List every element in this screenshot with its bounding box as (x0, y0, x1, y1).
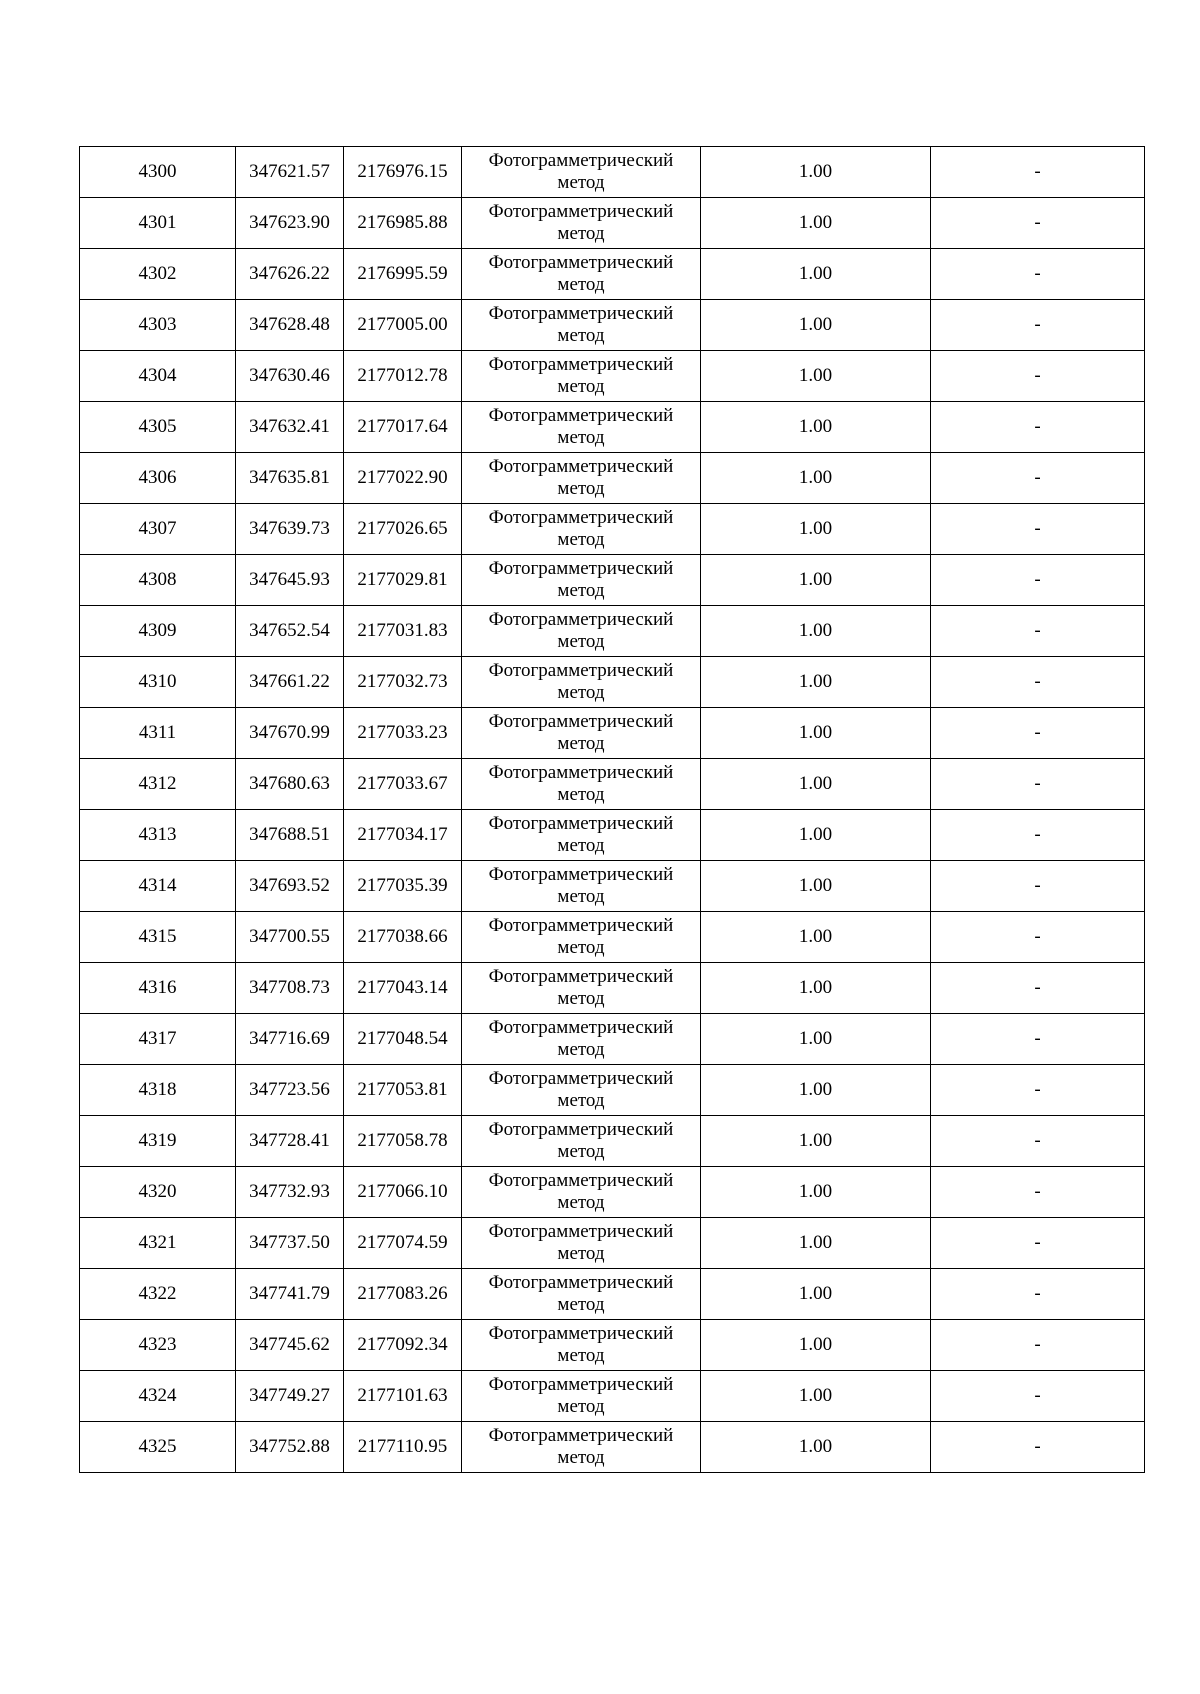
point-number-cell: 4324 (80, 1371, 236, 1422)
accuracy-cell: 1.00 (701, 1371, 931, 1422)
accuracy-cell: 1.00 (701, 300, 931, 351)
table-row (80, 1218, 1145, 1269)
point-number-cell: 4308 (80, 555, 236, 606)
x-coordinate-cell: 347752.88 (236, 1422, 344, 1473)
method-text: Фотограмметрический метод (488, 1374, 674, 1417)
x-coordinate-cell: 347632.41 (236, 402, 344, 453)
table-row (80, 147, 1145, 198)
x-coordinate-cell: 347635.81 (236, 453, 344, 504)
point-number-cell: 4319 (80, 1116, 236, 1167)
y-coordinate-cell: 2177035.39 (344, 861, 462, 912)
method-text: Фотограмметрический метод (488, 150, 674, 193)
x-coordinate-cell: 347700.55 (236, 912, 344, 963)
table-row (80, 1065, 1145, 1116)
y-coordinate-cell: 2177033.23 (344, 708, 462, 759)
accuracy-cell: 1.00 (701, 453, 931, 504)
method-text: Фотограмметрический метод (488, 1425, 674, 1468)
method-text: Фотограмметрический метод (488, 354, 674, 397)
x-coordinate-cell: 347645.93 (236, 555, 344, 606)
note-cell: - (931, 198, 1145, 249)
note-cell: - (931, 351, 1145, 402)
accuracy-cell: 1.00 (701, 1014, 931, 1065)
note-cell: - (931, 861, 1145, 912)
note-cell: - (931, 810, 1145, 861)
method-cell (462, 453, 701, 504)
note-cell: - (931, 555, 1145, 606)
note-cell: - (931, 606, 1145, 657)
point-number-cell: 4303 (80, 300, 236, 351)
table-row (80, 1116, 1145, 1167)
method-cell (462, 1269, 701, 1320)
method-text: Фотограмметрический метод (488, 1323, 674, 1366)
method-text: Фотограмметрический метод (488, 813, 674, 856)
point-number-cell: 4302 (80, 249, 236, 300)
point-number-cell: 4306 (80, 453, 236, 504)
method-text: Фотограмметрический метод (488, 303, 674, 346)
x-coordinate-cell: 347723.56 (236, 1065, 344, 1116)
point-number-cell: 4313 (80, 810, 236, 861)
note-cell: - (931, 1014, 1145, 1065)
y-coordinate-cell: 2177101.63 (344, 1371, 462, 1422)
point-number-cell: 4325 (80, 1422, 236, 1473)
method-text: Фотограмметрический метод (488, 966, 674, 1009)
point-number-cell: 4323 (80, 1320, 236, 1371)
x-coordinate-cell: 347661.22 (236, 657, 344, 708)
table-row (80, 963, 1145, 1014)
table-row (80, 912, 1145, 963)
y-coordinate-cell: 2177029.81 (344, 555, 462, 606)
table-row (80, 453, 1145, 504)
accuracy-cell: 1.00 (701, 1116, 931, 1167)
method-text: Фотограмметрический метод (488, 252, 674, 295)
accuracy-cell: 1.00 (701, 759, 931, 810)
point-number-cell: 4307 (80, 504, 236, 555)
point-number-cell: 4317 (80, 1014, 236, 1065)
method-cell (462, 1218, 701, 1269)
note-cell: - (931, 1320, 1145, 1371)
x-coordinate-cell: 347732.93 (236, 1167, 344, 1218)
y-coordinate-cell: 2177048.54 (344, 1014, 462, 1065)
x-coordinate-cell: 347652.54 (236, 606, 344, 657)
table-row (80, 1167, 1145, 1218)
note-cell: - (931, 1116, 1145, 1167)
accuracy-cell: 1.00 (701, 402, 931, 453)
accuracy-cell: 1.00 (701, 1167, 931, 1218)
note-cell: - (931, 1269, 1145, 1320)
point-number-cell: 4305 (80, 402, 236, 453)
table-row (80, 198, 1145, 249)
table-row (80, 708, 1145, 759)
y-coordinate-cell: 2177005.00 (344, 300, 462, 351)
point-number-cell: 4316 (80, 963, 236, 1014)
table-row (80, 606, 1145, 657)
table-row (80, 249, 1145, 300)
note-cell: - (931, 1422, 1145, 1473)
accuracy-cell: 1.00 (701, 1320, 931, 1371)
x-coordinate-cell: 347737.50 (236, 1218, 344, 1269)
y-coordinate-cell: 2177083.26 (344, 1269, 462, 1320)
method-cell (462, 861, 701, 912)
x-coordinate-cell: 347716.69 (236, 1014, 344, 1065)
x-coordinate-cell: 347670.99 (236, 708, 344, 759)
accuracy-cell: 1.00 (701, 708, 931, 759)
x-coordinate-cell: 347680.63 (236, 759, 344, 810)
method-text: Фотограмметрический метод (488, 201, 674, 244)
method-text: Фотограмметрический метод (488, 1221, 674, 1264)
table-row (80, 504, 1145, 555)
y-coordinate-cell: 2177058.78 (344, 1116, 462, 1167)
x-coordinate-cell: 347728.41 (236, 1116, 344, 1167)
point-number-cell: 4304 (80, 351, 236, 402)
table-row (80, 1371, 1145, 1422)
method-cell (462, 1014, 701, 1065)
table-row (80, 1320, 1145, 1371)
method-text: Фотограмметрический метод (488, 711, 674, 754)
x-coordinate-cell: 347749.27 (236, 1371, 344, 1422)
method-text: Фотограмметрический метод (488, 609, 674, 652)
note-cell: - (931, 657, 1145, 708)
accuracy-cell: 1.00 (701, 912, 931, 963)
note-cell: - (931, 963, 1145, 1014)
x-coordinate-cell: 347626.22 (236, 249, 344, 300)
x-coordinate-cell: 347688.51 (236, 810, 344, 861)
method-cell (462, 504, 701, 555)
y-coordinate-cell: 2176985.88 (344, 198, 462, 249)
method-cell (462, 912, 701, 963)
accuracy-cell: 1.00 (701, 1218, 931, 1269)
x-coordinate-cell: 347639.73 (236, 504, 344, 555)
method-text: Фотограмметрический метод (488, 660, 674, 703)
point-number-cell: 4309 (80, 606, 236, 657)
y-coordinate-cell: 2177022.90 (344, 453, 462, 504)
table-row (80, 1014, 1145, 1065)
x-coordinate-cell: 347708.73 (236, 963, 344, 1014)
accuracy-cell: 1.00 (701, 861, 931, 912)
coordinates-table (79, 146, 1145, 1473)
table-row (80, 861, 1145, 912)
method-text: Фотограмметрический метод (488, 762, 674, 805)
method-cell (462, 198, 701, 249)
point-number-cell: 4320 (80, 1167, 236, 1218)
note-cell: - (931, 504, 1145, 555)
method-cell (462, 1422, 701, 1473)
accuracy-cell: 1.00 (701, 198, 931, 249)
point-number-cell: 4314 (80, 861, 236, 912)
table-row (80, 1422, 1145, 1473)
table-row (80, 351, 1145, 402)
accuracy-cell: 1.00 (701, 504, 931, 555)
point-number-cell: 4310 (80, 657, 236, 708)
point-number-cell: 4312 (80, 759, 236, 810)
point-number-cell: 4311 (80, 708, 236, 759)
y-coordinate-cell: 2177053.81 (344, 1065, 462, 1116)
point-number-cell: 4301 (80, 198, 236, 249)
accuracy-cell: 1.00 (701, 147, 931, 198)
table-row (80, 402, 1145, 453)
note-cell: - (931, 453, 1145, 504)
y-coordinate-cell: 2177074.59 (344, 1218, 462, 1269)
method-cell (462, 810, 701, 861)
method-text: Фотограмметрический метод (488, 1170, 674, 1213)
table-row (80, 1269, 1145, 1320)
method-text: Фотограмметрический метод (488, 1272, 674, 1315)
method-cell (462, 963, 701, 1014)
accuracy-cell: 1.00 (701, 555, 931, 606)
point-number-cell: 4321 (80, 1218, 236, 1269)
accuracy-cell: 1.00 (701, 963, 931, 1014)
method-text: Фотограмметрический метод (488, 405, 674, 448)
note-cell: - (931, 1218, 1145, 1269)
x-coordinate-cell: 347628.48 (236, 300, 344, 351)
method-cell (462, 1065, 701, 1116)
method-cell (462, 147, 701, 198)
y-coordinate-cell: 2177043.14 (344, 963, 462, 1014)
method-text: Фотограмметрический метод (488, 1119, 674, 1162)
method-text: Фотограмметрический метод (488, 1017, 674, 1060)
method-text: Фотограмметрический метод (488, 558, 674, 601)
method-cell (462, 555, 701, 606)
method-cell (462, 759, 701, 810)
method-text: Фотограмметрический метод (488, 507, 674, 550)
y-coordinate-cell: 2177110.95 (344, 1422, 462, 1473)
x-coordinate-cell: 347741.79 (236, 1269, 344, 1320)
method-cell (462, 1167, 701, 1218)
y-coordinate-cell: 2177026.65 (344, 504, 462, 555)
y-coordinate-cell: 2177031.83 (344, 606, 462, 657)
table-row (80, 657, 1145, 708)
note-cell: - (931, 708, 1145, 759)
accuracy-cell: 1.00 (701, 249, 931, 300)
table-row (80, 759, 1145, 810)
accuracy-cell: 1.00 (701, 657, 931, 708)
accuracy-cell: 1.00 (701, 351, 931, 402)
y-coordinate-cell: 2177033.67 (344, 759, 462, 810)
y-coordinate-cell: 2176995.59 (344, 249, 462, 300)
y-coordinate-cell: 2177034.17 (344, 810, 462, 861)
x-coordinate-cell: 347630.46 (236, 351, 344, 402)
accuracy-cell: 1.00 (701, 810, 931, 861)
method-cell (462, 1371, 701, 1422)
method-cell (462, 606, 701, 657)
method-cell (462, 1320, 701, 1371)
method-text: Фотограмметрический метод (488, 864, 674, 907)
method-cell (462, 1116, 701, 1167)
table-row (80, 300, 1145, 351)
note-cell: - (931, 300, 1145, 351)
y-coordinate-cell: 2177092.34 (344, 1320, 462, 1371)
y-coordinate-cell: 2176976.15 (344, 147, 462, 198)
method-cell (462, 657, 701, 708)
note-cell: - (931, 249, 1145, 300)
method-text: Фотограмметрический метод (488, 456, 674, 499)
accuracy-cell: 1.00 (701, 1269, 931, 1320)
accuracy-cell: 1.00 (701, 1422, 931, 1473)
note-cell: - (931, 912, 1145, 963)
note-cell: - (931, 1371, 1145, 1422)
method-cell (462, 351, 701, 402)
accuracy-cell: 1.00 (701, 1065, 931, 1116)
coordinates-table-body (80, 147, 1145, 1473)
table-row (80, 810, 1145, 861)
accuracy-cell: 1.00 (701, 606, 931, 657)
note-cell: - (931, 402, 1145, 453)
x-coordinate-cell: 347623.90 (236, 198, 344, 249)
y-coordinate-cell: 2177032.73 (344, 657, 462, 708)
point-number-cell: 4315 (80, 912, 236, 963)
x-coordinate-cell: 347693.52 (236, 861, 344, 912)
method-cell (462, 300, 701, 351)
note-cell: - (931, 759, 1145, 810)
method-cell (462, 708, 701, 759)
method-cell (462, 249, 701, 300)
x-coordinate-cell: 347621.57 (236, 147, 344, 198)
point-number-cell: 4322 (80, 1269, 236, 1320)
point-number-cell: 4318 (80, 1065, 236, 1116)
y-coordinate-cell: 2177012.78 (344, 351, 462, 402)
method-cell (462, 402, 701, 453)
method-text: Фотограмметрический метод (488, 1068, 674, 1111)
note-cell: - (931, 1065, 1145, 1116)
note-cell: - (931, 147, 1145, 198)
x-coordinate-cell: 347745.62 (236, 1320, 344, 1371)
note-cell: - (931, 1167, 1145, 1218)
point-number-cell: 4300 (80, 147, 236, 198)
table-row (80, 555, 1145, 606)
y-coordinate-cell: 2177038.66 (344, 912, 462, 963)
method-text: Фотограмметрический метод (488, 915, 674, 958)
y-coordinate-cell: 2177017.64 (344, 402, 462, 453)
y-coordinate-cell: 2177066.10 (344, 1167, 462, 1218)
